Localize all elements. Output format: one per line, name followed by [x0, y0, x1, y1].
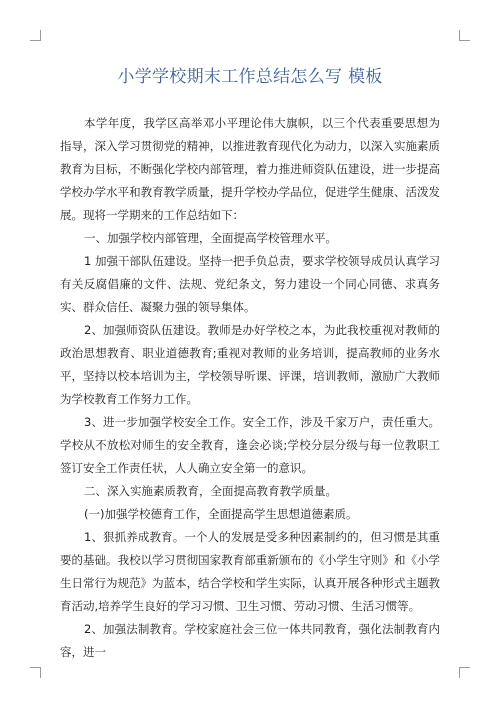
document-body	[60, 112, 440, 664]
paragraph-2-1-1: 1、狠抓养成教育。一个人的发展是受多种因素制约的，但习惯是其重要的基础。我校以学习贯彻国家教育部重新颁布的《小学生守则》和《小学生日常行为规范》为蓝本，结合学校和学生实际，认真开展各种形式主题教育活动,培养学生良好的学习习惯、卫生习惯、劳动习惯、生活习惯等。	[60, 530, 440, 613]
paragraph-2-1-2: 2、加强法制教育。学校家庭社会三位一体共同教育，强化法制教育内容，进一	[60, 622, 440, 659]
crop-mark-top-left	[30, 30, 41, 41]
document-title: 小学学校期末工作总结怎么写 模板	[117, 67, 383, 87]
paragraph-intro: 本学年度，我学区高举邓小平理论伟大旗帜，以三个代表重要思想为指导，深入学习贯彻党的精神，以推进教育现代化为动力，以深入实施素质教育为目标，不断强化学校内部管理，着力推进师资队伍建设，进一步提高学校办学水平和教育教学质量，提升学校办学品位，促进学生健康、活泼发展。现将一学期来的工作总结如下：	[60, 116, 440, 222]
heading-section-1: 一、加强学校内部管理，全面提高学校管理水平。	[84, 231, 337, 245]
crop-mark-top-right	[459, 30, 470, 41]
paragraph-1-2: 2、加强师资队伍建设。教师是办好学校之本，为此我校重视对教师的政治思想教育、职业道德教育;重视对教师的业务培训，提高教师的业务水平，坚持以校本培训为主，学校领导听课、评课，培训教师，激励广大教师为学校教育工作努力工作。	[60, 323, 440, 406]
crop-mark-bottom-right	[459, 667, 470, 678]
paragraph-1-3: 3、进一步加强学校安全工作。安全工作，涉及千家万户，责任重大。学校从不放松对师生的安全教育，逢会必谈;学校分层分级与每一位教职工签订安全工作责任状，人人确立安全第一的意识。	[60, 415, 440, 475]
heading-section-2: 二、深入实施素质教育，全面提高教育教学质量。	[84, 484, 337, 498]
heading-subsection-2-1: (一)加强学校德育工作，全面提高学生思想道德素质。	[84, 507, 358, 521]
paragraph-1-1: 1 加强干部队伍建设。坚持一把手负总责，要求学校领导成员认真学习有关反腐倡廉的文件、法规、党纪条文，努力建设一个同心同德、求真务实、群众信任、凝聚力强的领导集体。	[60, 254, 440, 314]
crop-mark-bottom-left	[30, 667, 41, 678]
